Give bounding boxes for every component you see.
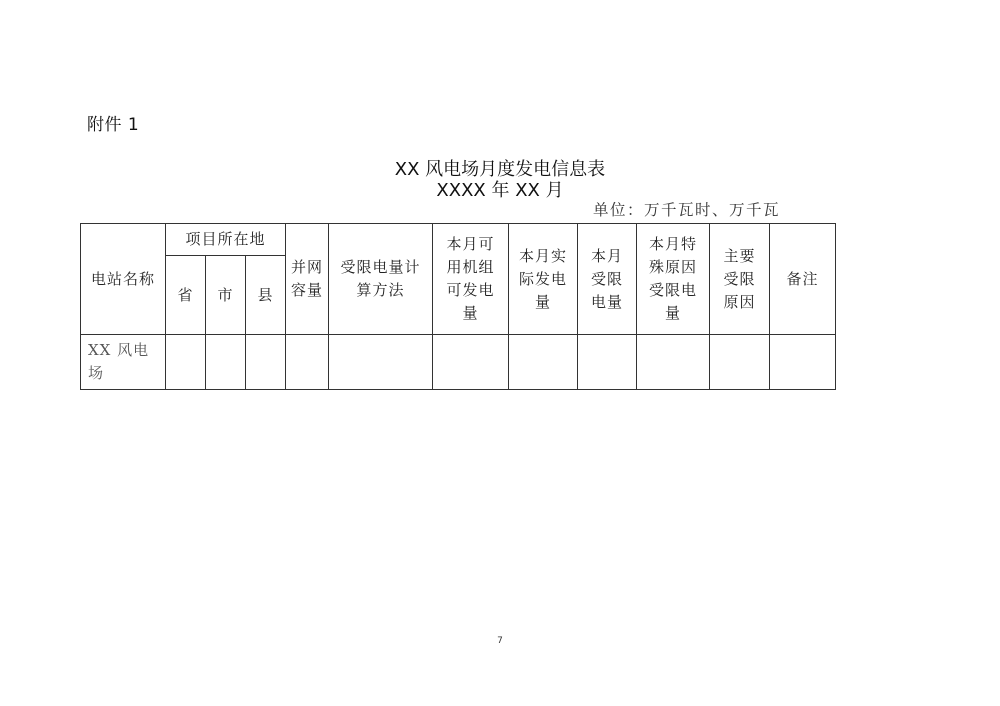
header-available-generation: 本月可用机组可发电量 [433, 224, 509, 335]
table-row [81, 335, 836, 390]
annex-label: 附件 1 [87, 115, 140, 135]
document-period: XXXX 年 XX 月 [436, 180, 564, 201]
row-province-cell [166, 335, 206, 390]
header-special-curtailment: 本月特殊原因受限电量 [637, 224, 710, 335]
row-actual-generation-cell [509, 335, 578, 390]
header-station-name: 电站名称 [81, 224, 166, 335]
row-city-cell [206, 335, 246, 390]
unit-note: 单位：万千瓦时、万千瓦 [593, 201, 781, 219]
row-county-cell [246, 335, 286, 390]
generation-info-table [80, 223, 836, 390]
row-station-cell: XX 风电场 [81, 335, 166, 390]
header-location-group: 项目所在地 [166, 224, 286, 256]
header-main-reason: 主要受限原因 [710, 224, 770, 335]
row-main-reason-cell [710, 335, 770, 390]
row-special-curtailment-cell [637, 335, 710, 390]
row-curtailment-method-cell [329, 335, 433, 390]
document-title: XX 风电场月度发电信息表 [394, 159, 606, 180]
header-province: 省 [166, 256, 206, 335]
header-curtailment-method: 受限电量计算方法 [329, 224, 433, 335]
row-curtailed-generation-cell [578, 335, 637, 390]
header-actual-generation: 本月实际发电量 [509, 224, 578, 335]
header-remarks: 备注 [770, 224, 836, 335]
header-curtailed-generation: 本月受限电量 [578, 224, 637, 335]
page-number: 7 [497, 636, 503, 646]
header-city: 市 [206, 256, 246, 335]
header-county: 县 [246, 256, 286, 335]
row-available-generation-cell [433, 335, 509, 390]
row-grid-capacity-cell [286, 335, 329, 390]
header-grid-capacity: 并网容量 [286, 224, 329, 335]
row-remarks-cell [770, 335, 836, 390]
